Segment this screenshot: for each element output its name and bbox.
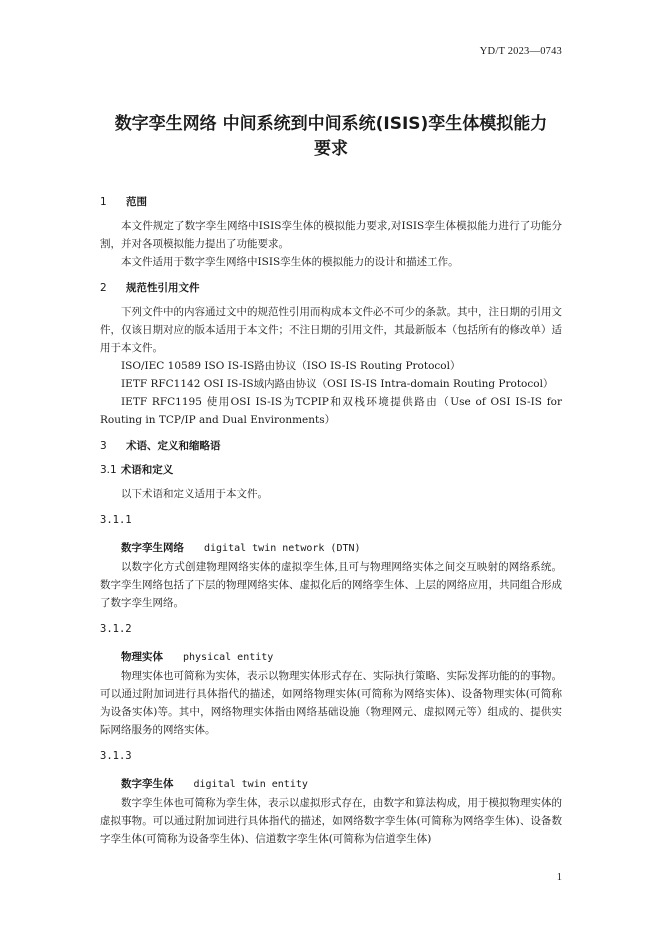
references-intro: 下列文件中的内容通过文中的规范性引用而构成本文件必不可少的条款。其中，注日期的引用文件，仅该日期对应的版本适用于本文件；不注日期的引用文件，其最新版本（包括所有的修改单）适用于本文件。 <box>100 306 562 354</box>
term-heading <box>100 539 562 558</box>
section-number: 2 <box>100 282 107 294</box>
reference-item: ISO/IEC 10589 ISO IS-IS路由协议（ISO IS-IS Routing Protocol） <box>121 360 461 372</box>
page-number: 1 <box>556 872 562 883</box>
term-en: digital twin entity <box>193 779 308 790</box>
term-heading <box>100 648 562 667</box>
term-definition: 数字孪生体也可简称为孪生体，表示以虚拟形式存在，由数字和算法构成，用于模拟物理实体的虚拟事物。可以通过附加词进行具体指代的描述，如网络数字孪生体(可简称为网络孪生体)、设备数字孪生体(可简称为设备孪生体)、信道数字孪生体(可简称为信道孪生体) <box>100 797 562 845</box>
section-1-heading <box>100 193 562 211</box>
section-2-heading <box>100 279 562 297</box>
section-title: 规范性引用文件 <box>126 282 200 294</box>
subsection-title: 术语和定义 <box>120 464 174 476</box>
reference-item: IETF RFC1195 使用OSI IS-IS为TCPIP和双栈环境提供路由（Use of OSI IS-IS for Routing in TCP/IP and Dual Environments） <box>100 396 562 426</box>
term-en: digital twin network (DTN) <box>204 543 361 554</box>
document-code: YD/T 2023—0743 <box>479 46 562 57</box>
term-zh: 物理实体 <box>121 651 163 663</box>
term-heading <box>100 775 562 794</box>
section-title: 范围 <box>126 196 147 208</box>
page-title <box>100 112 562 162</box>
term-definition: 以数字化方式创建物理网络实体的虚拟孪生体,且可与物理网络实体之间交互映射的网络系统。数字孪生网络包括了下层的物理网络实体、虚拟化后的网络孪生体、上层的网络应用，共同组合形成了数字孪生网络。 <box>100 561 562 609</box>
document-body <box>100 193 562 848</box>
subsection-3-1-heading <box>100 461 562 479</box>
subsection-number: 3.1 <box>100 464 117 476</box>
term-number: 3.1.1 <box>100 514 132 526</box>
title-line-2: 要求 <box>314 139 348 159</box>
section-title: 术语、定义和缩略语 <box>126 440 221 452</box>
term-zh: 数字孪生体 <box>121 778 174 790</box>
reference-item: IETF RFC1142 OSI IS-IS域内路由协议（OSI IS-IS Intra-domain Routing Protocol） <box>121 378 554 390</box>
title-line-1: 数字孪生网络 中间系统到中间系统(ISIS)孪生体模拟能力 <box>114 114 548 134</box>
term-number: 3.1.3 <box>100 750 132 762</box>
term-definition: 物理实体也可简称为实体，表示以物理实体形式存在、实际执行策略、实际发挥功能的的事物。可以通过附加词进行具体指代的描述，如网络物理实体(可简称为网络实体)、设备物理实体(可简称为设备实体)等。其中，网络物理实体指由网络基础设施（物理网元、虚拟网元等）组成的、提供实际网络服务的网络实体。 <box>100 670 562 736</box>
section-number: 3 <box>100 440 107 452</box>
term-number: 3.1.2 <box>100 623 132 635</box>
section-3-heading <box>100 437 562 455</box>
scope-paragraph-1: 本文件规定了数字孪生网络中ISIS孪生体的模拟能力要求,对ISIS孪生体模拟能力进行了功能分割，并对各项模拟能力提出了功能要求。 <box>100 220 562 250</box>
term-zh: 数字孪生网络 <box>121 542 184 554</box>
terms-intro: 以下术语和定义适用于本文件。 <box>121 488 268 500</box>
section-number: 1 <box>100 196 107 208</box>
scope-paragraph-2: 本文件适用于数字孪生网络中ISIS孪生体的模拟能力的设计和描述工作。 <box>121 256 459 268</box>
term-en: physical entity <box>183 652 274 663</box>
